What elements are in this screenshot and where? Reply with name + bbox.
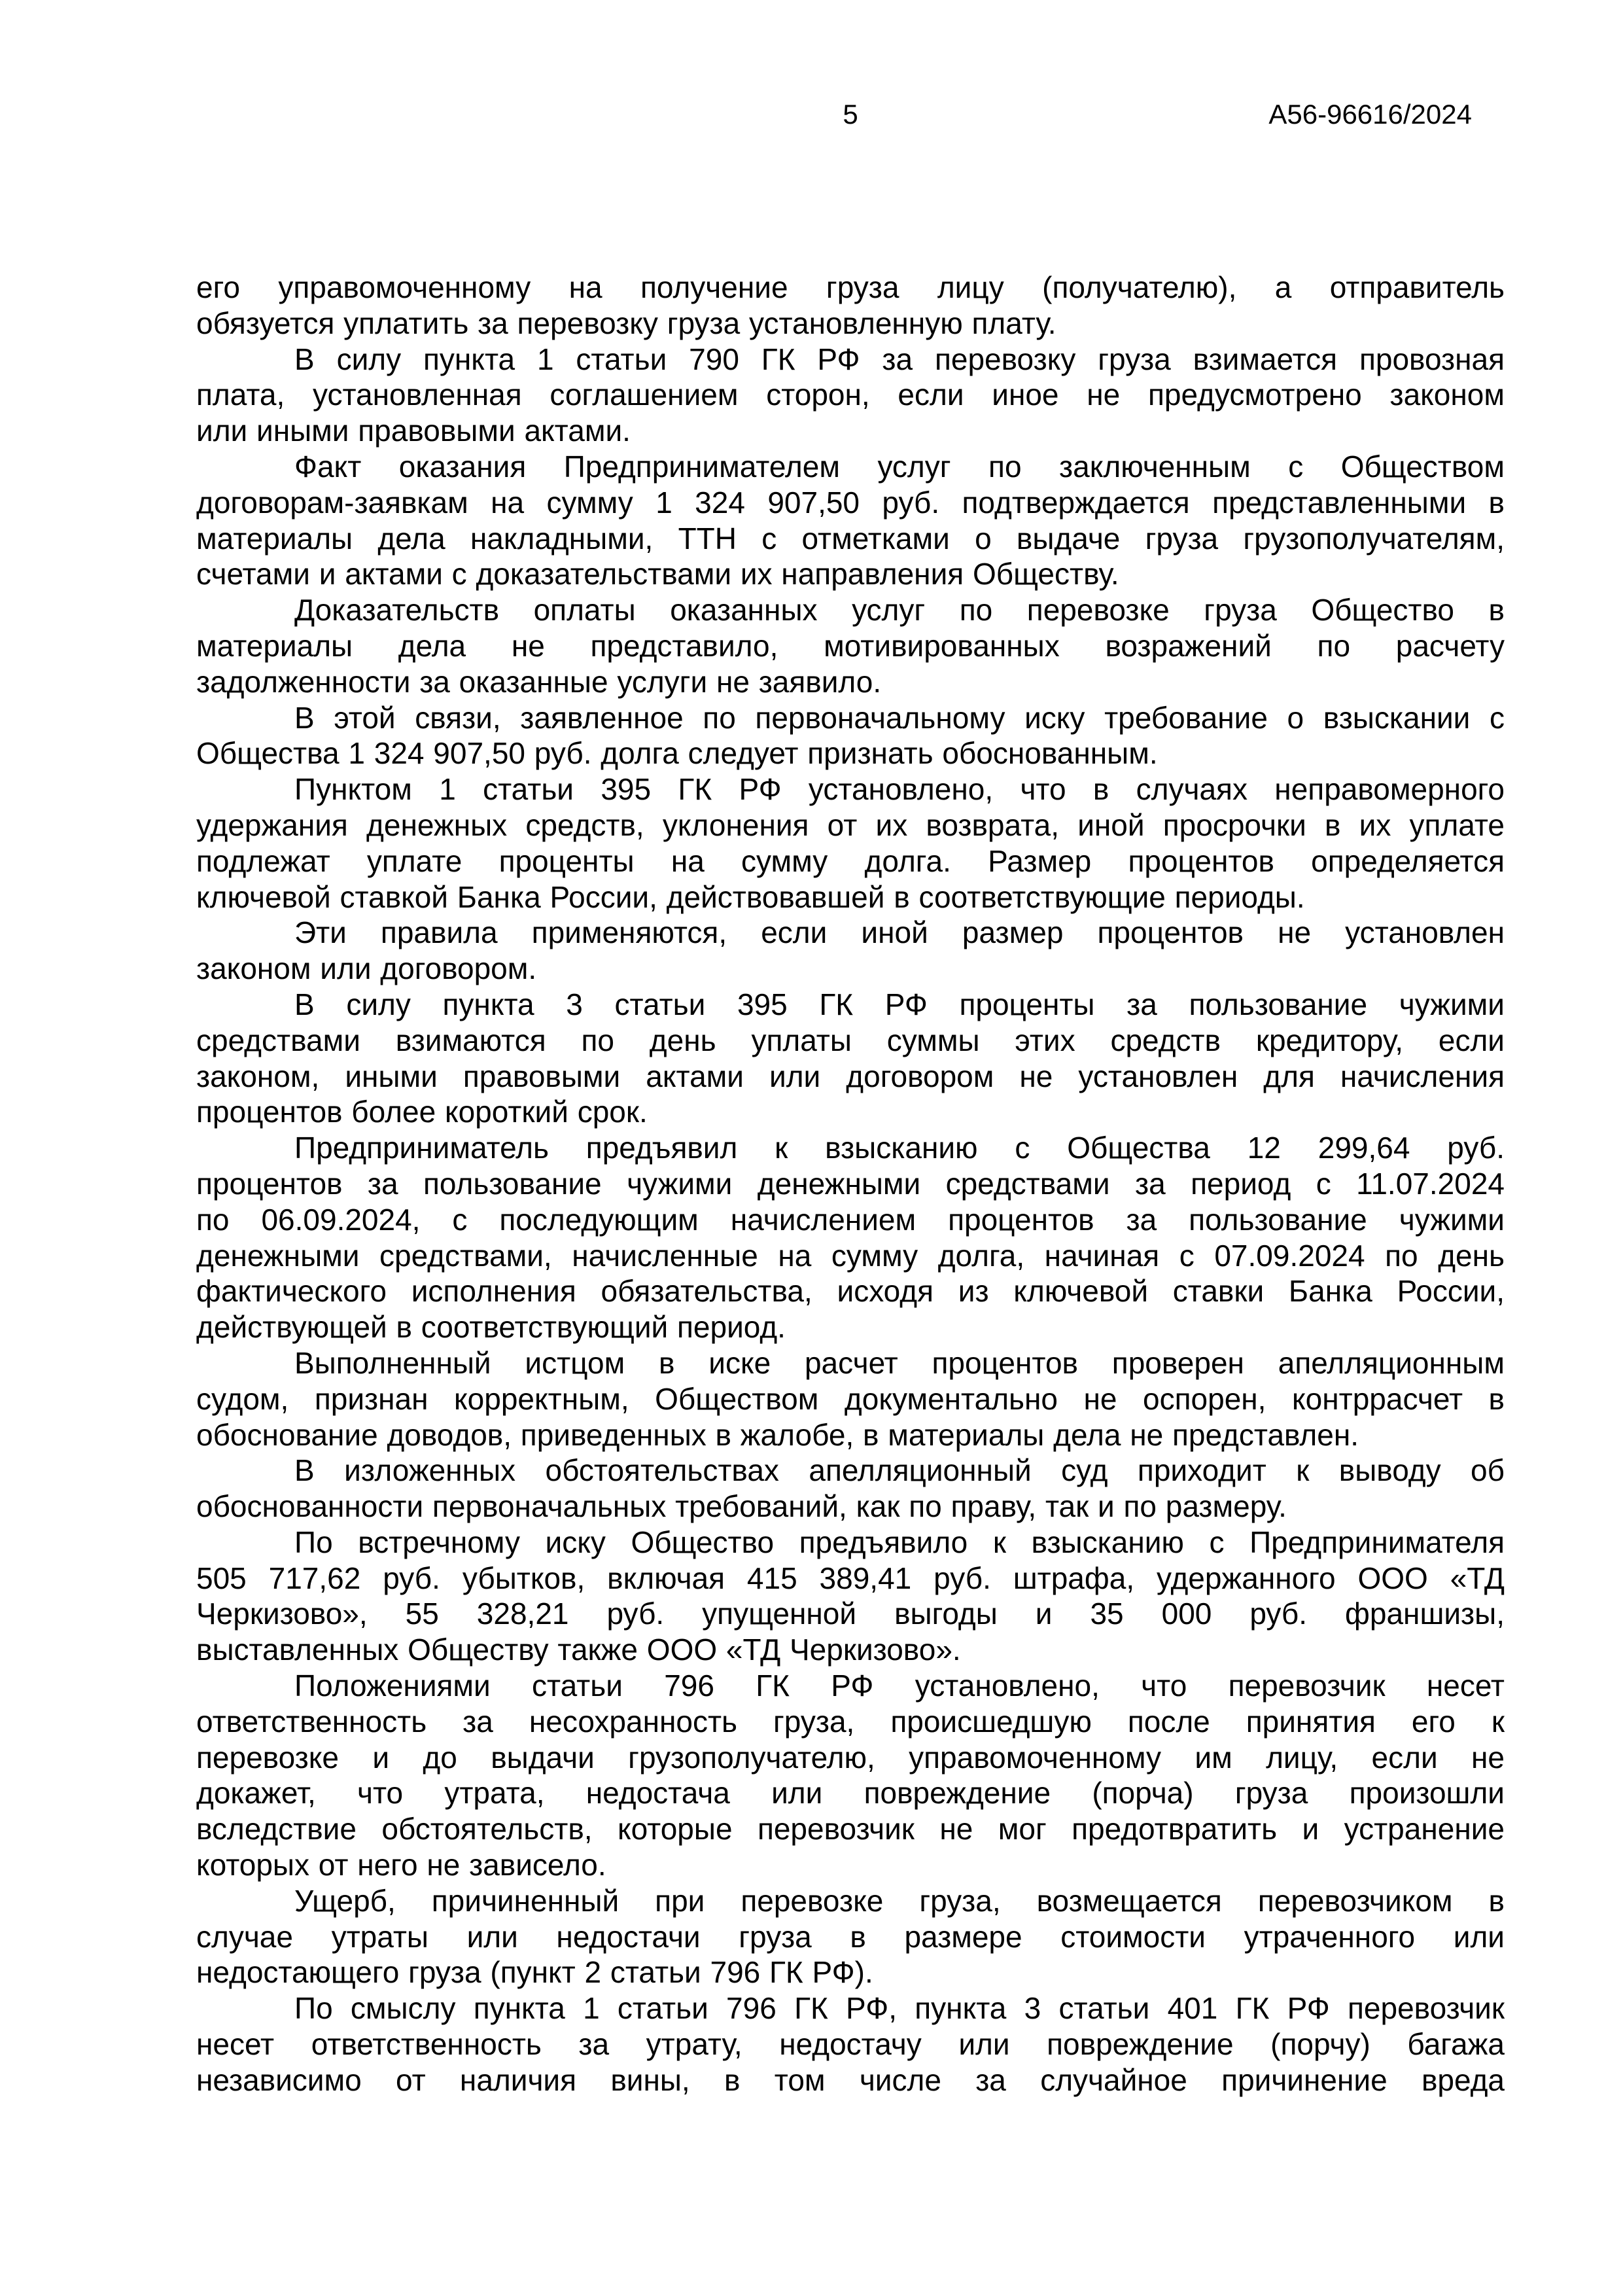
case-number: А56-96616/2024 xyxy=(1268,99,1472,130)
text-line: задолженности за оказанные услуги не заявило. xyxy=(196,664,882,699)
paragraph xyxy=(196,700,1505,772)
paragraph xyxy=(196,592,1505,699)
text-line: несет ответственность за утрату, недостачу или повреждение (порчу) багажа xyxy=(196,2027,1505,2062)
text-line: В силу пункта 1 статьи 790 ГК РФ за перевозку груза взимается провозная xyxy=(294,342,1505,376)
text-line: судом, признан корректным, Обществом документально не оспорен, контррасчет в xyxy=(196,1381,1505,1416)
paragraph xyxy=(196,449,1505,592)
text-line: которых от него не зависело. xyxy=(196,1848,606,1882)
text-line: плата, установленная соглашением сторон, если иное не предусмотрено законом xyxy=(196,378,1505,412)
text-line: выставленных Обществу также ООО «ТД Черкизово». xyxy=(196,1633,961,1667)
paragraph xyxy=(196,771,1505,915)
text-line: В силу пункта 3 статьи 395 ГК РФ проценты за пользование чужими xyxy=(294,987,1505,1021)
text-line: денежными средствами, начисленные на сумму долга, начиная с 07.09.2024 по день xyxy=(196,1238,1505,1273)
text-line: Общества 1 324 907,50 руб. долга следует признать обоснованным. xyxy=(196,736,1158,771)
text-line: Положениями статьи 796 ГК РФ установлено, что перевозчик несет xyxy=(294,1669,1505,1703)
text-line: независимо от наличия вины, в том числе за случайное причинение вреда xyxy=(196,2062,1505,2097)
text-line: удержания денежных средств, уклонения от их возврата, иной просрочки в их уплате xyxy=(196,807,1505,842)
text-line: материалы дела накладными, ТТН с отметками о выдаче груза грузополучателям, xyxy=(196,521,1505,556)
paragraph xyxy=(196,1453,1505,1525)
text-line: Пунктом 1 статьи 395 ГК РФ установлено, что в случаях неправомерного xyxy=(294,772,1505,807)
text-line: его управомоченному на получение груза лицу (получателю), а отправитель xyxy=(196,270,1505,304)
paragraph xyxy=(196,1668,1505,1883)
text-line: подлежат уплате проценты на сумму долга. Размер процентов определяется xyxy=(196,843,1505,878)
paragraph xyxy=(196,1883,1505,1990)
text-line: по 06.09.2024, с последующим начислением процентов за пользование чужими xyxy=(196,1202,1505,1237)
paragraph xyxy=(196,1130,1505,1345)
text-line: законом или договором. xyxy=(196,951,537,986)
text-line: ключевой ставкой Банка России, действовавшей в соответствующие периоды. xyxy=(196,879,1305,914)
text-line: 505 717,62 руб. убытков, включая 415 389,41 руб. штрафа, удержанного ООО «ТД xyxy=(196,1561,1505,1595)
text-line: Эти правила применяются, если иной размер процентов не установлен xyxy=(294,915,1505,950)
text-line: Доказательств оплаты оказанных услуг по перевозке груза Общество в xyxy=(294,593,1505,627)
text-line: действующей в соответствующий период. xyxy=(196,1310,786,1345)
paragraph xyxy=(196,915,1505,987)
text-line: обоснование доводов, приведенных в жалобе, в материалы дела не представлен. xyxy=(196,1417,1359,1452)
text-line: Выполненный истцом в иске расчет процентов проверен апелляционным xyxy=(294,1345,1505,1380)
text-line: В изложенных обстоятельствах апелляционный суд приходит к выводу об xyxy=(294,1453,1505,1488)
text-line: По встречному иску Общество предъявило к взысканию с Предпринимателя xyxy=(294,1525,1505,1559)
text-line: средствами взимаются по день уплаты суммы этих средств кредитору, если xyxy=(196,1023,1505,1057)
text-line: процентов более короткий срок. xyxy=(196,1095,648,1129)
text-line: фактического исполнения обязательства, исходя из ключевой ставки Банка России, xyxy=(196,1274,1505,1309)
paragraph xyxy=(196,1990,1505,2098)
text-line: По смыслу пункта 1 статьи 796 ГК РФ, пункта 3 статьи 401 ГК РФ перевозчик xyxy=(294,1991,1505,2026)
text-line: В этой связи, заявленное по первоначальному иску требование о взыскании с xyxy=(294,700,1505,735)
text-line: недостающего груза (пункт 2 статьи 796 ГК РФ). xyxy=(196,1955,873,1990)
text-line: Предприниматель предъявил к взысканию с Общества 12 299,64 руб. xyxy=(294,1131,1505,1165)
text-line: счетами и актами с доказательствами их направления Обществу. xyxy=(196,557,1119,592)
text-line: процентов за пользование чужими денежными средствами за период с 11.07.2024 xyxy=(196,1166,1505,1201)
text-line: договорам-заявкам на сумму 1 324 907,50 руб. подтверждается представленными в xyxy=(196,485,1505,520)
text-line: обязуется уплатить за перевозку груза установленную плату. xyxy=(196,306,1056,340)
text-line: докажет, что утрата, недостача или повреждение (порча) груза произошли xyxy=(196,1776,1505,1810)
page-number: 5 xyxy=(843,99,858,130)
text-line: перевозке и до выдачи грузополучателю, управомоченному им лицу, если не xyxy=(196,1740,1505,1775)
paragraph xyxy=(196,270,1505,342)
text-line: или иными правовыми актами. xyxy=(196,414,631,448)
paragraph xyxy=(196,1345,1505,1453)
text-line: обоснованности первоначальных требований, как по праву, так и по размеру. xyxy=(196,1489,1287,1524)
page-header xyxy=(196,98,1505,135)
text-line: Факт оказания Предпринимателем услуг по заключенным с Обществом xyxy=(294,449,1505,484)
paragraph xyxy=(196,1525,1505,1668)
text-line: материалы дела не представило, мотивированных возражений по расчету xyxy=(196,628,1505,663)
paragraph xyxy=(196,987,1505,1130)
text-line: законом, иными правовыми актами или договором не установлен для начисления xyxy=(196,1059,1505,1093)
text-line: ответственность за несохранность груза, происшедшую после принятия его к xyxy=(196,1704,1505,1739)
text-line: случае утраты или недостачи груза в размере стоимости утраченного или xyxy=(196,1919,1505,1954)
text-line: Ущерб, причиненный при перевозке груза, возмещается перевозчиком в xyxy=(294,1883,1505,1918)
document-body xyxy=(196,270,1505,2098)
paragraph xyxy=(196,342,1505,449)
text-line: Черкизово», 55 328,21 руб. упущенной выгоды и 35 000 руб. франшизы, xyxy=(196,1597,1505,1631)
text-line: вследствие обстоятельств, которые перевозчик не мог предотвратить и устранение xyxy=(196,1812,1505,1846)
